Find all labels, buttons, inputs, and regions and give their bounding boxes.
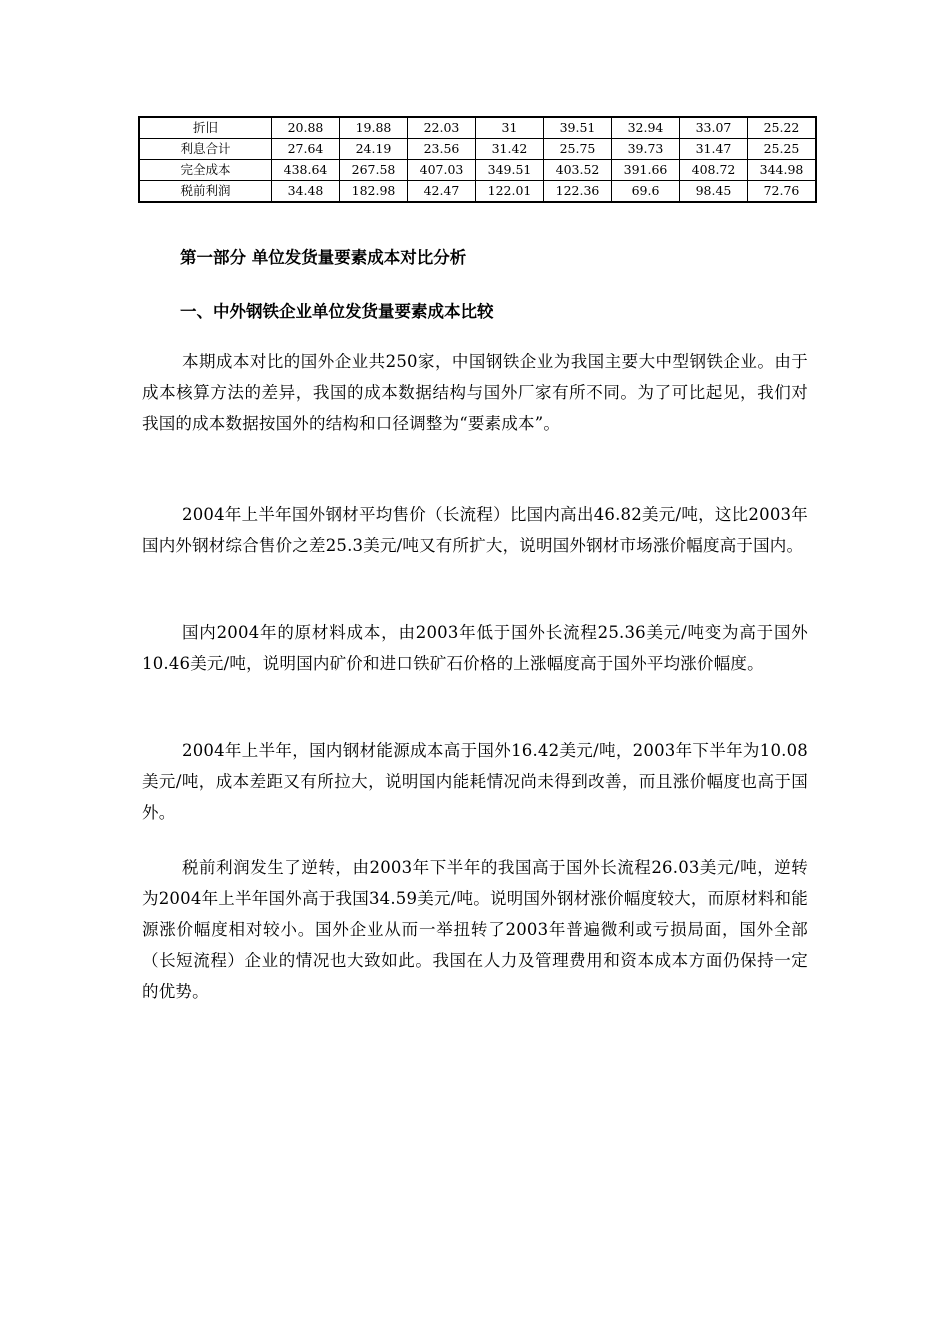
table-cell: 25.22 [748,117,817,139]
table-cell: 25.25 [748,139,817,160]
table-cell: 19.88 [340,117,408,139]
table-cell: 24.19 [340,139,408,160]
table-cell: 182.98 [340,181,408,203]
table-cell: 408.72 [680,160,748,181]
table-cell: 33.07 [680,117,748,139]
table-cell: 122.01 [476,181,544,203]
row-label: 折旧 [139,117,272,139]
table-cell: 98.45 [680,181,748,203]
paragraph: 本期成本对比的国外企业共250家，中国钢铁企业为我国主要大中型钢铁企业。由于成本核算方法的差异，我国的成本数据结构与国外厂家有所不同。为了可比起见，我们对我国的成本数据按国外的结构和口径调整为“要素成本”。 [142,352,808,433]
table-cell: 344.98 [748,160,817,181]
table-cell: 22.03 [408,117,476,139]
table-cell: 39.51 [544,117,612,139]
table-cell: 31.47 [680,139,748,160]
table-cell: 34.48 [272,181,340,203]
table-row [139,139,816,160]
paragraph: 国内2004年的原材料成本，由2003年低于国外长流程25.36美元/吨变为高于国外10.46美元/吨，说明国内矿价和进口铁矿石价格的上涨幅度高于国外平均涨价幅度。 [142,623,808,673]
cost-table [138,116,817,203]
table-cell: 39.73 [612,139,680,160]
table-cell: 27.64 [272,139,340,160]
row-label: 完全成本 [139,160,272,181]
table-cell: 31.42 [476,139,544,160]
table-cell: 32.94 [612,117,680,139]
table-cell: 349.51 [476,160,544,181]
table-cell: 391.66 [612,160,680,181]
table-cell: 407.03 [408,160,476,181]
row-label: 税前利润 [139,181,272,203]
table-cell: 25.75 [544,139,612,160]
table-cell: 42.47 [408,181,476,203]
row-label: 利息合计 [139,139,272,160]
table-cell: 438.64 [272,160,340,181]
table-cell: 267.58 [340,160,408,181]
paragraph: 2004年上半年，国内钢材能源成本高于国外16.42美元/吨，2003年下半年为10.08美元/吨，成本差距又有所拉大，说明国内能耗情况尚未得到改善，而且涨价幅度也高于国外。 [142,741,808,822]
table-row [139,181,816,203]
table-cell: 69.6 [612,181,680,203]
section-heading: 一、中外钢铁企业单位发货量要素成本比较 [180,302,494,321]
table-cell: 20.88 [272,117,340,139]
table-cell: 23.56 [408,139,476,160]
table-cell: 122.36 [544,181,612,203]
table-cell: 403.52 [544,160,612,181]
table-cell: 31 [476,117,544,139]
paragraph: 税前利润发生了逆转，由2003年下半年的我国高于国外长流程26.03美元/吨，逆转为2004年上半年国外高于我国34.59美元/吨。说明国外钢材涨价幅度较大，而原材料和能源涨价幅度相对较小。国外企业从而一举扭转了2003年普遍微利或亏损局面，国外全部（长短流程）企业的情况也大致如此。我国在人力及管理费用和资本成本方面仍保持一定的优势。 [142,858,808,1001]
table-row [139,117,816,139]
part-heading: 第一部分 单位发货量要素成本对比分析 [180,248,467,267]
paragraph: 2004年上半年国外钢材平均售价（长流程）比国内高出46.82美元/吨，这比2003年国内外钢材综合售价之差25.3美元/吨又有所扩大，说明国外钢材市场涨价幅度高于国内。 [142,505,808,555]
table-row [139,160,816,181]
table-cell: 72.76 [748,181,817,203]
